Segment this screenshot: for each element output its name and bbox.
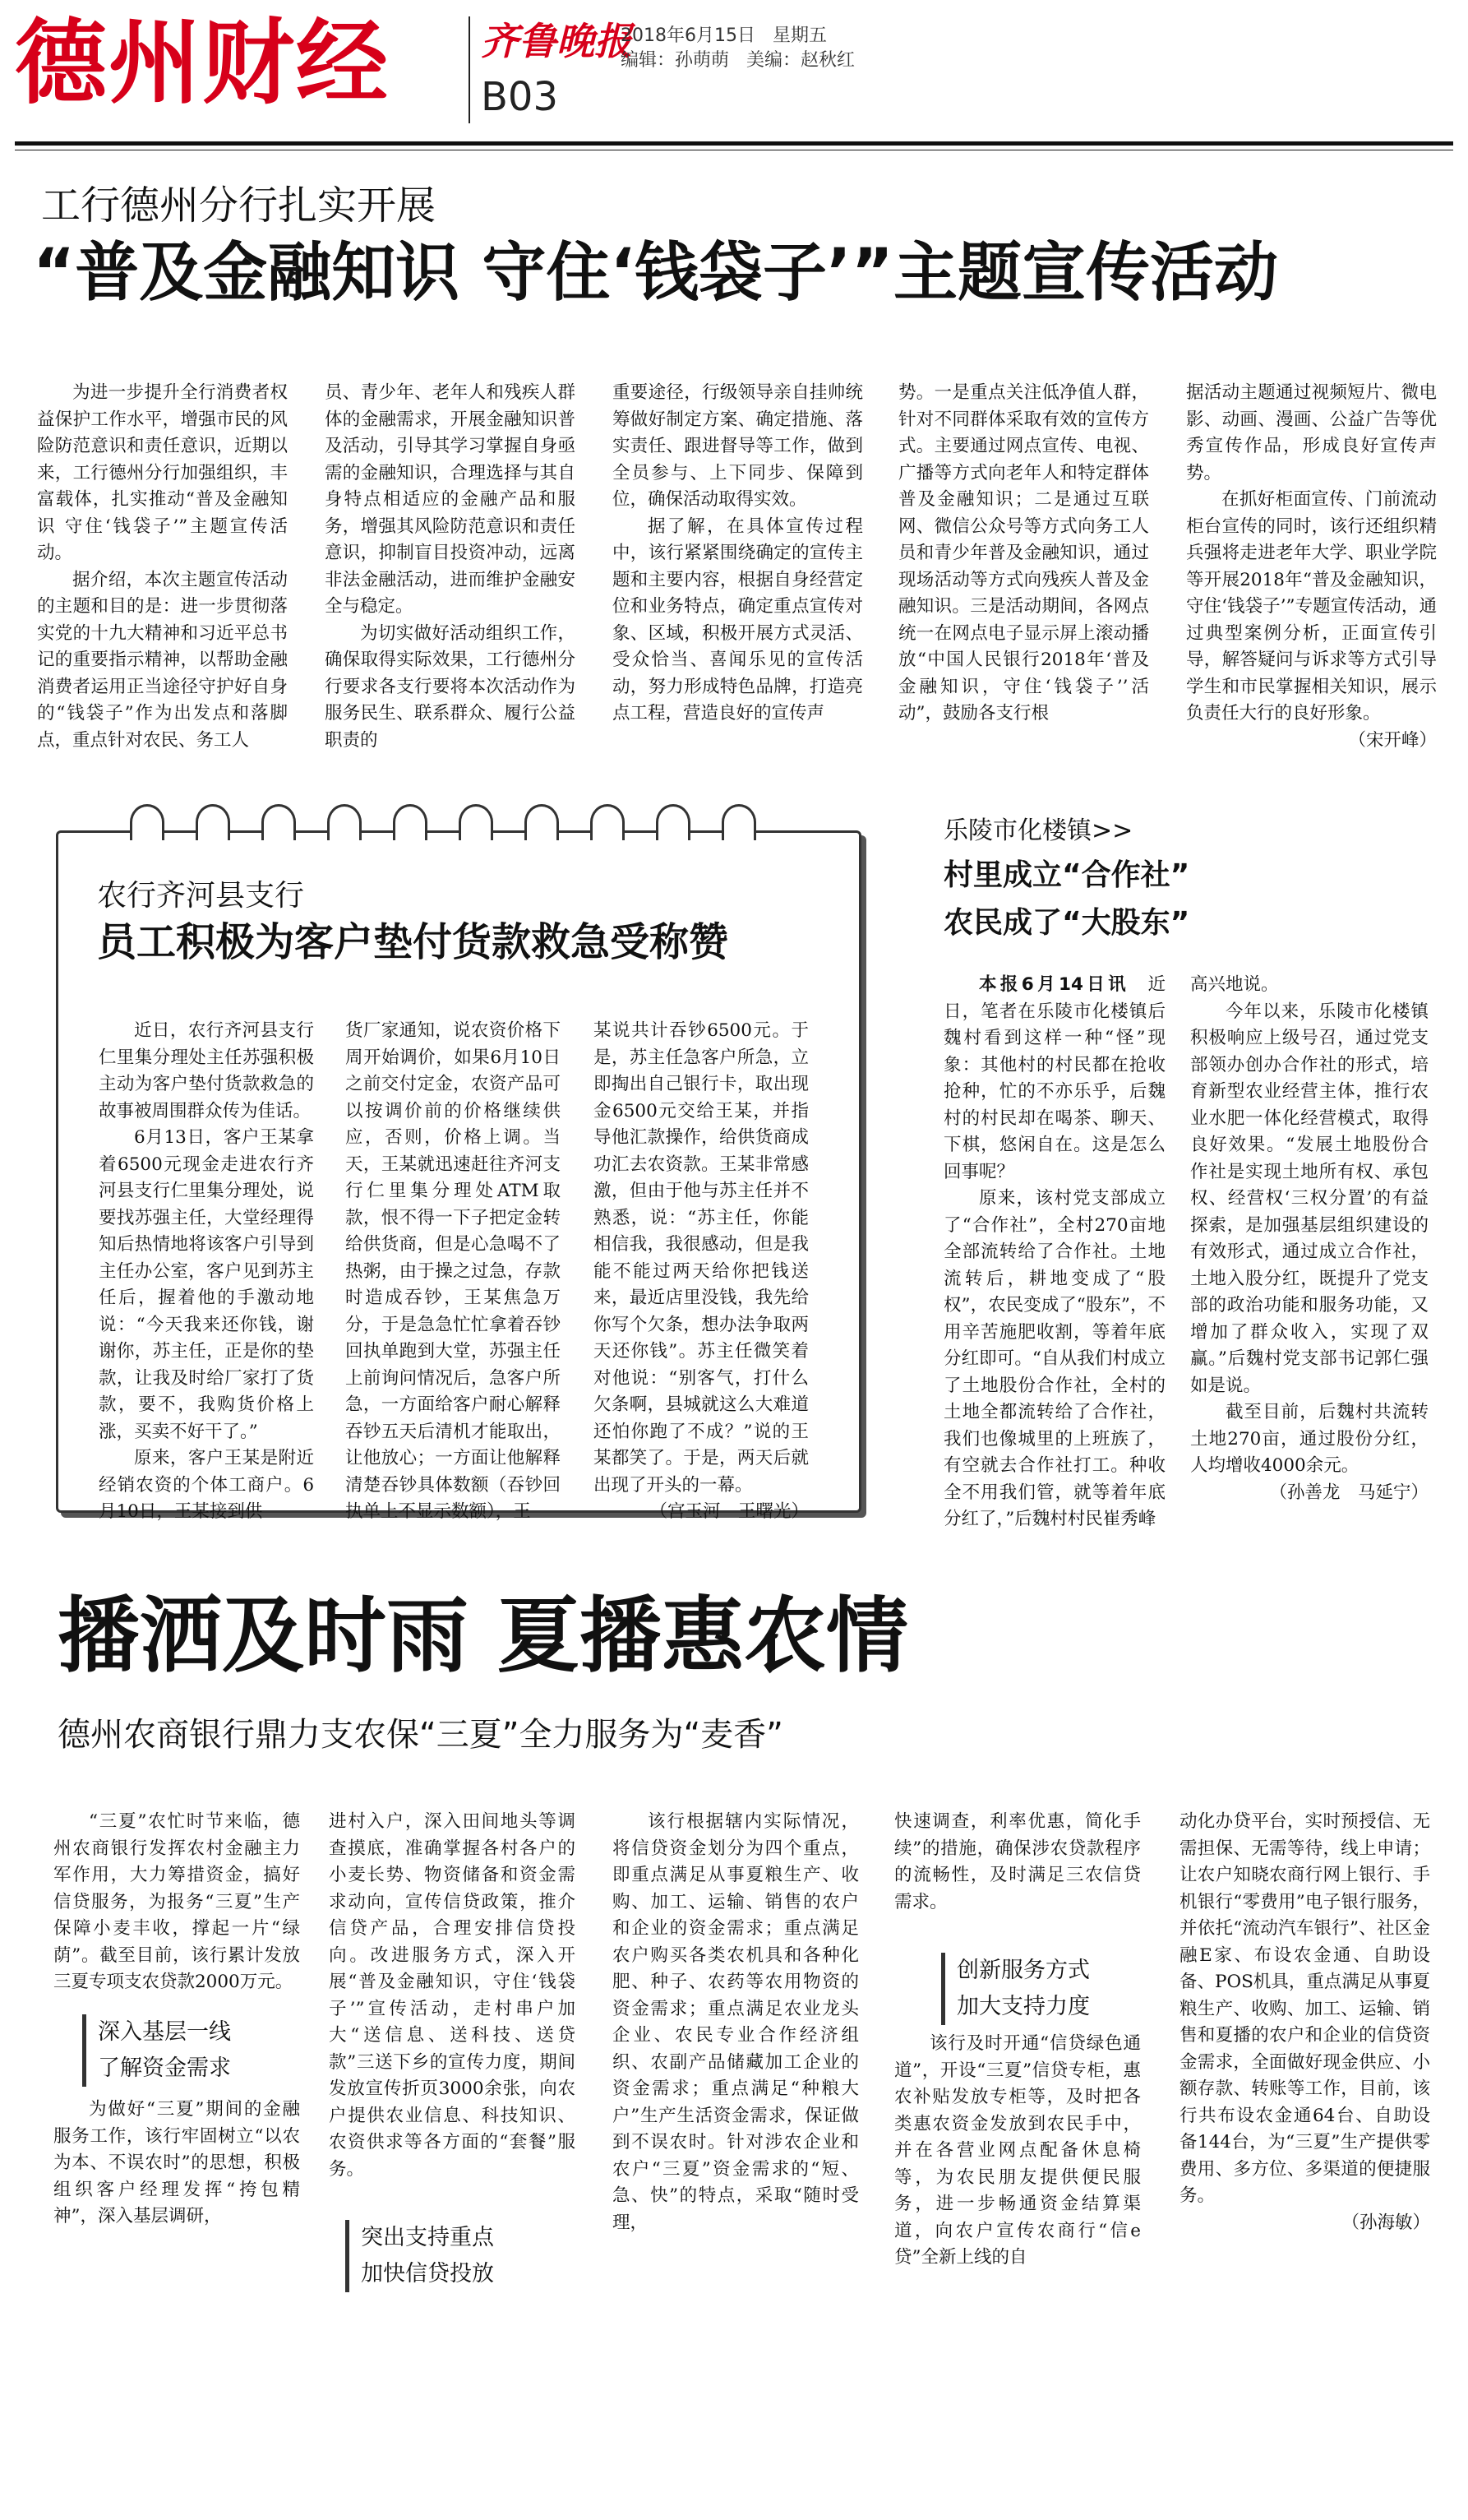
article1-column-2 [325,380,575,766]
article2-column-3 [593,1018,809,1522]
paragraph: 进村入户，深入田间地头等调查摸底，准确掌握各村各户的小麦长势、物资储备和资金需求动向，宣传信贷政策，推介信贷产品，合理安排信贷投向。改进服务方式，深入开展“普及金融知识，守住‘钱袋子’”宣传活动，走村串户加大“送信息、送科技、送贷款”三送下乡的宣传力度，期间发放宣传折页3000余张，向农户提供农业信息、科技知识、农资供求等各方面的“套餐”服务。 [329,1811,575,2180]
paragraph: 为切实做好活动组织工作，确保取得实际效果，工行德州分行要求各支行要将本次活动作为服务民生、联系群众、履行公益职责的 [325,622,575,751]
article4-byline: （孙海敏） [1341,2212,1430,2233]
article1-column-5 [1186,380,1437,766]
paragraph: “三夏”农忙时节来临，德州农商银行发挥农村金融主力军作用，大力筹措资金，搞好信贷服务，为报务“三夏”生产保障小麦丰收，撑起一片“绿荫”。截至目前，该行累计发放三夏专项支农贷款2000万元。 [53,1811,300,1992]
article2-column-2 [345,1018,561,1522]
paragraph: 近日，农行齐河县支行仁里集分理处主任苏强积极主动为客户垫付货款救急的故事被周围群众传为佳话。 [99,1020,314,1121]
paragraph: 在抓好柜面宣传、门前流动柜台宣传的同时，该行还组织精兵强将走进老年大学、职业学院等开展2018年“普及金融知识，守住‘钱袋子’”专题宣传活动，通过典型案例分析，正面宣传引导，解答疑问与诉求等方式引导学生和市民掌握相关知识，展示负责任大行的良好形象。 [1186,489,1437,724]
ring-binding [393,804,427,840]
ring-binding [524,804,559,840]
subhead-line: 了解资金需求 [98,2055,231,2081]
article1-byline: （宋开峰） [1348,729,1437,751]
paragraph: 该行及时开通“信贷绿色通道”，开设“三夏”信贷专柜，惠农补贴发放专柜等，及时把各类惠农资金发放到农民手中，并在各营业网点配备休息椅等，为农民朋友提供便民服务，进一步畅通资金结算渠道，向农户宣传农商行“信e贷”全新上线的自 [894,2033,1141,2268]
paragraph: 据了解，在具体宣传过程中，该行紧紧围绕确定的宣传主题和主要内容，根据自身经营定位和业务特点，确定重点宣传对象、区域，积极开展方式灵活、受众恰当、喜闻乐见的宣传活动，努力形成特色品牌，打造亮点工程，营造良好的宣传声 [612,516,863,724]
page-code: B03 [481,74,559,120]
paragraph: 重要途径，行级领导亲自挂帅统筹做好制定方案、确定措施、落实责任、跟进督导等工作，做到全员参与、上下同步、保障到位，确保活动取得实效。 [612,382,863,510]
article1-kicker: 工行德州分行扎实开展 [41,183,436,229]
article3-headline-line1: 村里成立“合作社” [944,858,1190,892]
paragraph: 6月13日，客户王某拿着6500元现金走进农行齐河县支行仁里集分理处，说要找苏强主任，大堂经理得知后热情地将该客户引导到主任办公室，客户见到苏主任后，握着他的手激动地说：“今天我来还你钱，谢谢你，苏主任，正是你的垫款，让我及时给厂家打了货款，要不，我购货价格上涨，买卖不好干了。” [99,1127,314,1442]
ring-binding [656,804,690,840]
issue-date-line [621,21,827,47]
section-title: 德州财经 [15,10,390,117]
staff-line [621,46,855,72]
article3-headline-line2: 农民成了“大股东” [944,906,1190,940]
paragraph: 据介绍，本次主题宣传活动的主题和目的是：进一步贯彻落实党的十九大精神和习近平总书记的重要指示精神，以帮助金融消费者运用正当途径守护好自身的“钱袋子”作为出发点和落脚点，重点针对农民、务工人 [37,569,288,751]
ring-binding [722,804,756,840]
article1-column-3 [612,380,863,766]
paragraph: 今年以来，乐陵市化楼镇积极响应上级号召，通过党支部领办创办合作社的形式，培育新型农业经营主体，推行农业水肥一体化经营模式，取得良好效果。“发展土地股份合作社是实现土地所有权、承包权、经营权‘三权分置’的有益探索，是加强基层组织建设的有效形式，通过成立合作社，土地入股分红，既提升了党支部的政治功能和服务功能，又增加了群众收入，实现了双赢。”后魏村党支部书记郭仁强如是说。 [1190,1001,1429,1396]
article3-column-2 [1190,972,1429,1547]
editor-credit: 编辑：孙萌萌 [621,50,730,71]
paragraph: 快速调查，利率优惠，简化手续”的措施，确保涉农贷款程序的流畅性，及时满足三农信贷需求。 [894,1811,1141,1912]
article2-headline: 员工积极为客户垫付货款救急受称赞 [97,919,729,965]
article3-dateline: 本报6月14日讯 [979,974,1130,995]
article4-subheadline: 德州农商银行鼎力支农保“三夏”全力服务为“麦香” [58,1716,783,1754]
article4-column-1b [53,2097,300,2306]
paragraph: 该行根据辖内实际情况，将信贷资金划分为四个重点，即重点满足从事夏粮生产、收购、加工、运输、销售的农户和企业的资金需求；重点满足农户购买各类农机具和各种化肥、种子、农药等农用物资的资金需求；重点满足农业龙头企业、农民专业合作经济组织、农副产品储藏加工企业的资金需求；重点满足“种粮大户”生产生活资金需求，保证做到不误农时。针对涉农企业和农户“三夏”资金需求的“短、急、快”的特点，采取“随时受理， [612,1811,859,2233]
masthead-rule [15,141,1453,146]
paragraph: 原来，客户王某是附近经销农资的个体工商户。6月10日，王某接到供 [99,1448,314,1522]
paragraph: 某说共计吞钞6500元。于是，苏主任急客户所急，立即掏出自己银行卡，取出现金6500元交给王某，并指导他汇款操作，给供货商成功汇去农资款。王某非常感激，但由于他与苏主任并不熟悉，说：“苏主任，你能相信我，我很感动，但是我能不能过两天给你把钱送来，最近店里没钱，我先给你写个欠条，想办法争取两天还你钱”。苏主任微笑着对他说：“别客气，打什么欠条啊，县城就这么大难道还怕你跑了不成？”说的王某都笑了。于是，两天后就出现了开头的一幕。 [593,1020,809,1496]
article3-byline: （孙善龙 马延宁） [1269,1482,1429,1503]
article2-column-1 [99,1018,314,1522]
article4-column-5 [1179,1809,1430,2314]
paper-name: 齐鲁晚报 [481,19,632,63]
article2-byline: （宫玉河 王曙光） [649,1501,809,1522]
issue-date: 2018年6月15日 [621,25,755,46]
subhead-line: 加快信贷投放 [361,2261,494,2286]
issue-weekday: 星期五 [772,25,827,46]
subhead-innovate-service [941,1953,1090,2025]
paragraph: 势。一是重点关注低净值人群，针对不同群体采取有效的宣传方式。主要通过网点宣传、电视、广播等方式向老年人和特定群体普及金融知识；二是通过互联网、微信公众号等方式向务工人员和青少年普及金融知识，通过现场活动等方式向残疾人普及金融知识。三是活动期间，各网点统一在网点电子显示屏上滚动播放“中国人民银行2018年‘普及金融知识，守住‘钱袋子’’活动”，鼓励各支行根 [898,382,1149,724]
paragraph: 员、青少年、老年人和残疾人群体的金融需求，开展金融知识普及活动，引导其学习掌握自身亟需的金融知识，合理选择与其自身特点相适应的金融产品和服务，增强其风险防范意识和责任意识，抑制盲目投资冲动，远离非法金融活动，进而维护金融安全与稳定。 [325,382,575,617]
ring-binding [590,804,625,840]
article1-headline: “普及金融知识 守住‘钱袋子’”主题宣传活动 [33,236,1278,310]
paragraph: 据活动主题通过视频短片、微电影、动画、漫画、公益广告等优秀宣传作品，形成良好宣传声势。 [1186,382,1437,483]
masthead-divider [469,16,470,123]
article1-column-4 [898,380,1149,766]
article4-column-1a [53,1809,300,2010]
ring-binding [327,804,362,840]
article3-column-1 [944,972,1166,1547]
ring-binding [261,804,296,840]
subhead-line: 加大支持力度 [957,1994,1090,2019]
article1-column-1 [37,380,288,766]
subhead-key-support [345,2220,494,2292]
paragraph: 货厂家通知，说农资价格下周开始调价，如果6月10日之前交付定金，农资产品可以按调价前的价格继续供应，否则，价格上调。当天，王某就迅速赶往齐河支行仁里集分理处ATM取款，恨不得一下子把定金转给供货商，但是心急喝不了热粥，由于操之过急，存款时造成吞钞，王某焦急万分，于是急急忙忙拿着吞钞回执单跑到大堂，苏强主任上前询问情况后，急客户所急，一方面给客户耐心解释吞钞五天后清机才能取出，让他放心；一方面让他解释清楚吞钞具体数额（吞钞回执单上不显示数额），王 [345,1020,561,1522]
ring-binding [459,804,493,840]
subhead-line: 创新服务方式 [957,1958,1090,1983]
subhead-line: 突出支持重点 [361,2225,494,2250]
paragraph: 高兴地说。 [1190,974,1279,995]
designer-credit: 美编：赵秋红 [746,50,856,71]
paragraph: 原来，该村党支部成立了“合作社”，全村270亩地全部流转给了合作社。土地流转后，耕地变成了“股权”，农民变成了“股东”，不用辛苦施肥收割，等着年底分红即可。“自从我们村成立了土地股份合作社，全村的土地全都流转给了合作社，我们也像城里的上班族了，有空就去合作社打工。种收全不用我们管，就等着年底分红了，”后魏村村民崔秀峰 [944,1188,1166,1529]
ring-binding [130,804,164,840]
article4-column-4a [894,1809,1141,1949]
paragraph: 为进一步提升全行消费者权益保护工作水平，增强市民的风险防范意识和责任意识，近期以来，工行德州分行加强组织，丰富载体，扎实推动“普及金融知识 守住‘钱袋子’”主题宣传活动。 [37,382,288,563]
paragraph: 近日，笔者在乐陵市化楼镇后魏村看到这样一种“怪”现象：其他村的村民都在抢收抢种，忙的不亦乐乎，后魏村的村民却在喝茶、聊天、下棋，悠闲自在。这是怎么回事呢？ [944,974,1166,1182]
ring-binding [196,804,230,840]
paragraph: 截至目前，后魏村共流转土地270亩，通过股份分红，人均增收4000余元。 [1190,1402,1429,1476]
article4-column-3 [612,1809,859,2310]
paragraph: 为做好“三夏”期间的金融服务工作，该行牢固树立“以农为本、不误农时”的思想，积极组织客户经理发挥“挎包精神”，深入基层调研， [53,2099,300,2226]
paragraph: 动化办贷平台，实时预授信、无需担保、无需等待，线上申请；让农户知晓农商行网上银行、手机银行“零费用”电子银行服务，并依托“流动汽车银行”、社区金融E家、布设农金通、自助设备、POS机具，重点满足从事夏粮生产、收购、加工、运输、销售和夏播的农户和企业的信贷资金需求，全面做好现金供应、小额存款、转账等工作，目前，该行共布设农金通64台、自助设备144台，为“三夏”生产提供零费用、多方位、多渠道的便捷服务。 [1179,1811,1430,2206]
article4-headline: 播洒及时雨 夏播惠农情 [58,1588,908,1684]
subhead-line: 深入基层一线 [98,2019,231,2045]
article2-kicker: 农行齐河县支行 [97,879,305,913]
article3-kicker: 乐陵市化楼镇>> [944,816,1133,845]
subhead-deep-grassroots [82,2014,231,2087]
article4-column-4b [894,2031,1141,2310]
article4-column-2 [329,1809,575,2195]
